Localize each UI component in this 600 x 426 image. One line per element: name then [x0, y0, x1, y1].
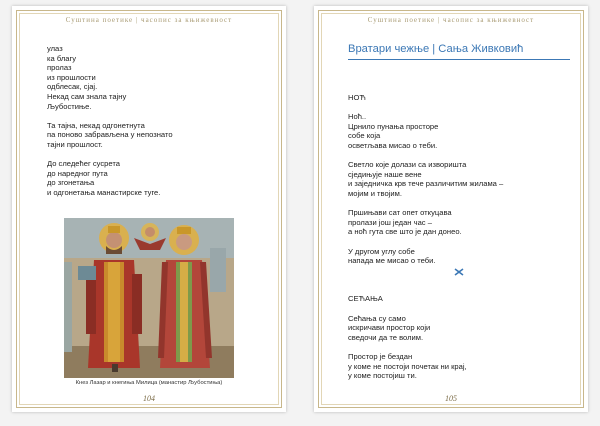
poem-line: и одгонетања манастирске туге.: [47, 187, 161, 197]
poem-line: У другом углу собе: [348, 246, 415, 256]
poem-line: напада ме мисао о теби.: [348, 256, 436, 266]
stanza-gap: [348, 275, 503, 285]
poem-line: па поново забрављена у непознато: [47, 130, 173, 140]
poem-heading: НОЋ: [348, 93, 366, 102]
poem-line: Љубостиње.: [47, 101, 92, 111]
poem-line: пролази још један час –: [348, 217, 432, 227]
fresco-illustration: [64, 218, 234, 378]
poem-line: До следећег сусрета: [47, 159, 120, 169]
poem-line: Пршињави сат опет откуцава: [348, 208, 452, 218]
left-page: [12, 6, 286, 412]
poem-line: до наредног пута: [47, 168, 108, 178]
poem-line: до згонетања: [47, 178, 95, 188]
stanza-gap: [348, 199, 503, 209]
poem-line: искричави простор који: [348, 323, 431, 333]
poem-text-right: [348, 93, 503, 381]
stanza-gap: [348, 266, 503, 276]
poem-line: собе која: [348, 131, 381, 141]
poem-line: Некад сам знала тајну: [47, 91, 127, 101]
poem-line: мојим и твојим.: [348, 188, 402, 198]
stanza-gap: [348, 304, 503, 314]
page-number: 104: [143, 394, 155, 403]
poem-line: Та тајна, некад одгонетнута: [47, 120, 145, 130]
poem-line: осветљава мисао о теби.: [348, 140, 438, 150]
poem-line: у коме постојиш ти.: [348, 371, 417, 381]
poem-line: сједињује наше вене: [348, 169, 422, 179]
poem-line: ка благу: [47, 53, 77, 63]
running-head: Суштина поетике | часопис за књижевност: [65, 16, 233, 24]
stanza-gap: [348, 237, 503, 247]
ornament-icon: [454, 268, 464, 276]
poem-line: сведочи да те волим.: [348, 332, 424, 342]
stanza-gap: [348, 103, 503, 113]
fresco-image: [64, 218, 234, 378]
stanza-gap: [348, 151, 503, 161]
poem-line: Простор је бездан: [348, 352, 413, 362]
poem-line: Сећања су само: [348, 313, 406, 323]
image-caption: Кнез Лазар и кнегиња Милица (манастир Љубостиња): [75, 380, 223, 386]
poem-line: тајни прошлост.: [47, 139, 103, 149]
poem-line: Црнило пунања просторе: [348, 121, 439, 131]
running-head: Суштина поетике | часопис за књижевност: [367, 16, 535, 24]
stanza-gap: [47, 150, 173, 160]
poem-line: у коме не постоји почетак ни крај,: [348, 361, 467, 371]
poem-line: и заједничка крв тече различитим жилама –: [348, 179, 504, 189]
title-underline: [348, 59, 570, 60]
poem-line: улаз: [47, 44, 63, 53]
stanza-gap: [348, 342, 503, 352]
poem-line: одблесак, сјај.: [47, 82, 98, 92]
article-title: Вратари чежње | Сања Живковић: [348, 43, 524, 55]
poem-text-left: [47, 44, 173, 198]
poem-line: из прошлости: [47, 72, 96, 82]
poem-line: а ноћ гута све што је дан донео.: [348, 227, 462, 237]
stanza-gap: [47, 111, 173, 121]
page-number: 105: [445, 394, 457, 403]
poem-line: Светло које долази са изворишта: [348, 160, 467, 170]
poem-line: Ноћ..: [348, 112, 367, 122]
poem-line: пролаз: [47, 63, 72, 73]
right-page: [314, 6, 588, 412]
poem-heading: СЕЋАЊА: [348, 294, 383, 304]
stanza-gap: [348, 285, 503, 295]
